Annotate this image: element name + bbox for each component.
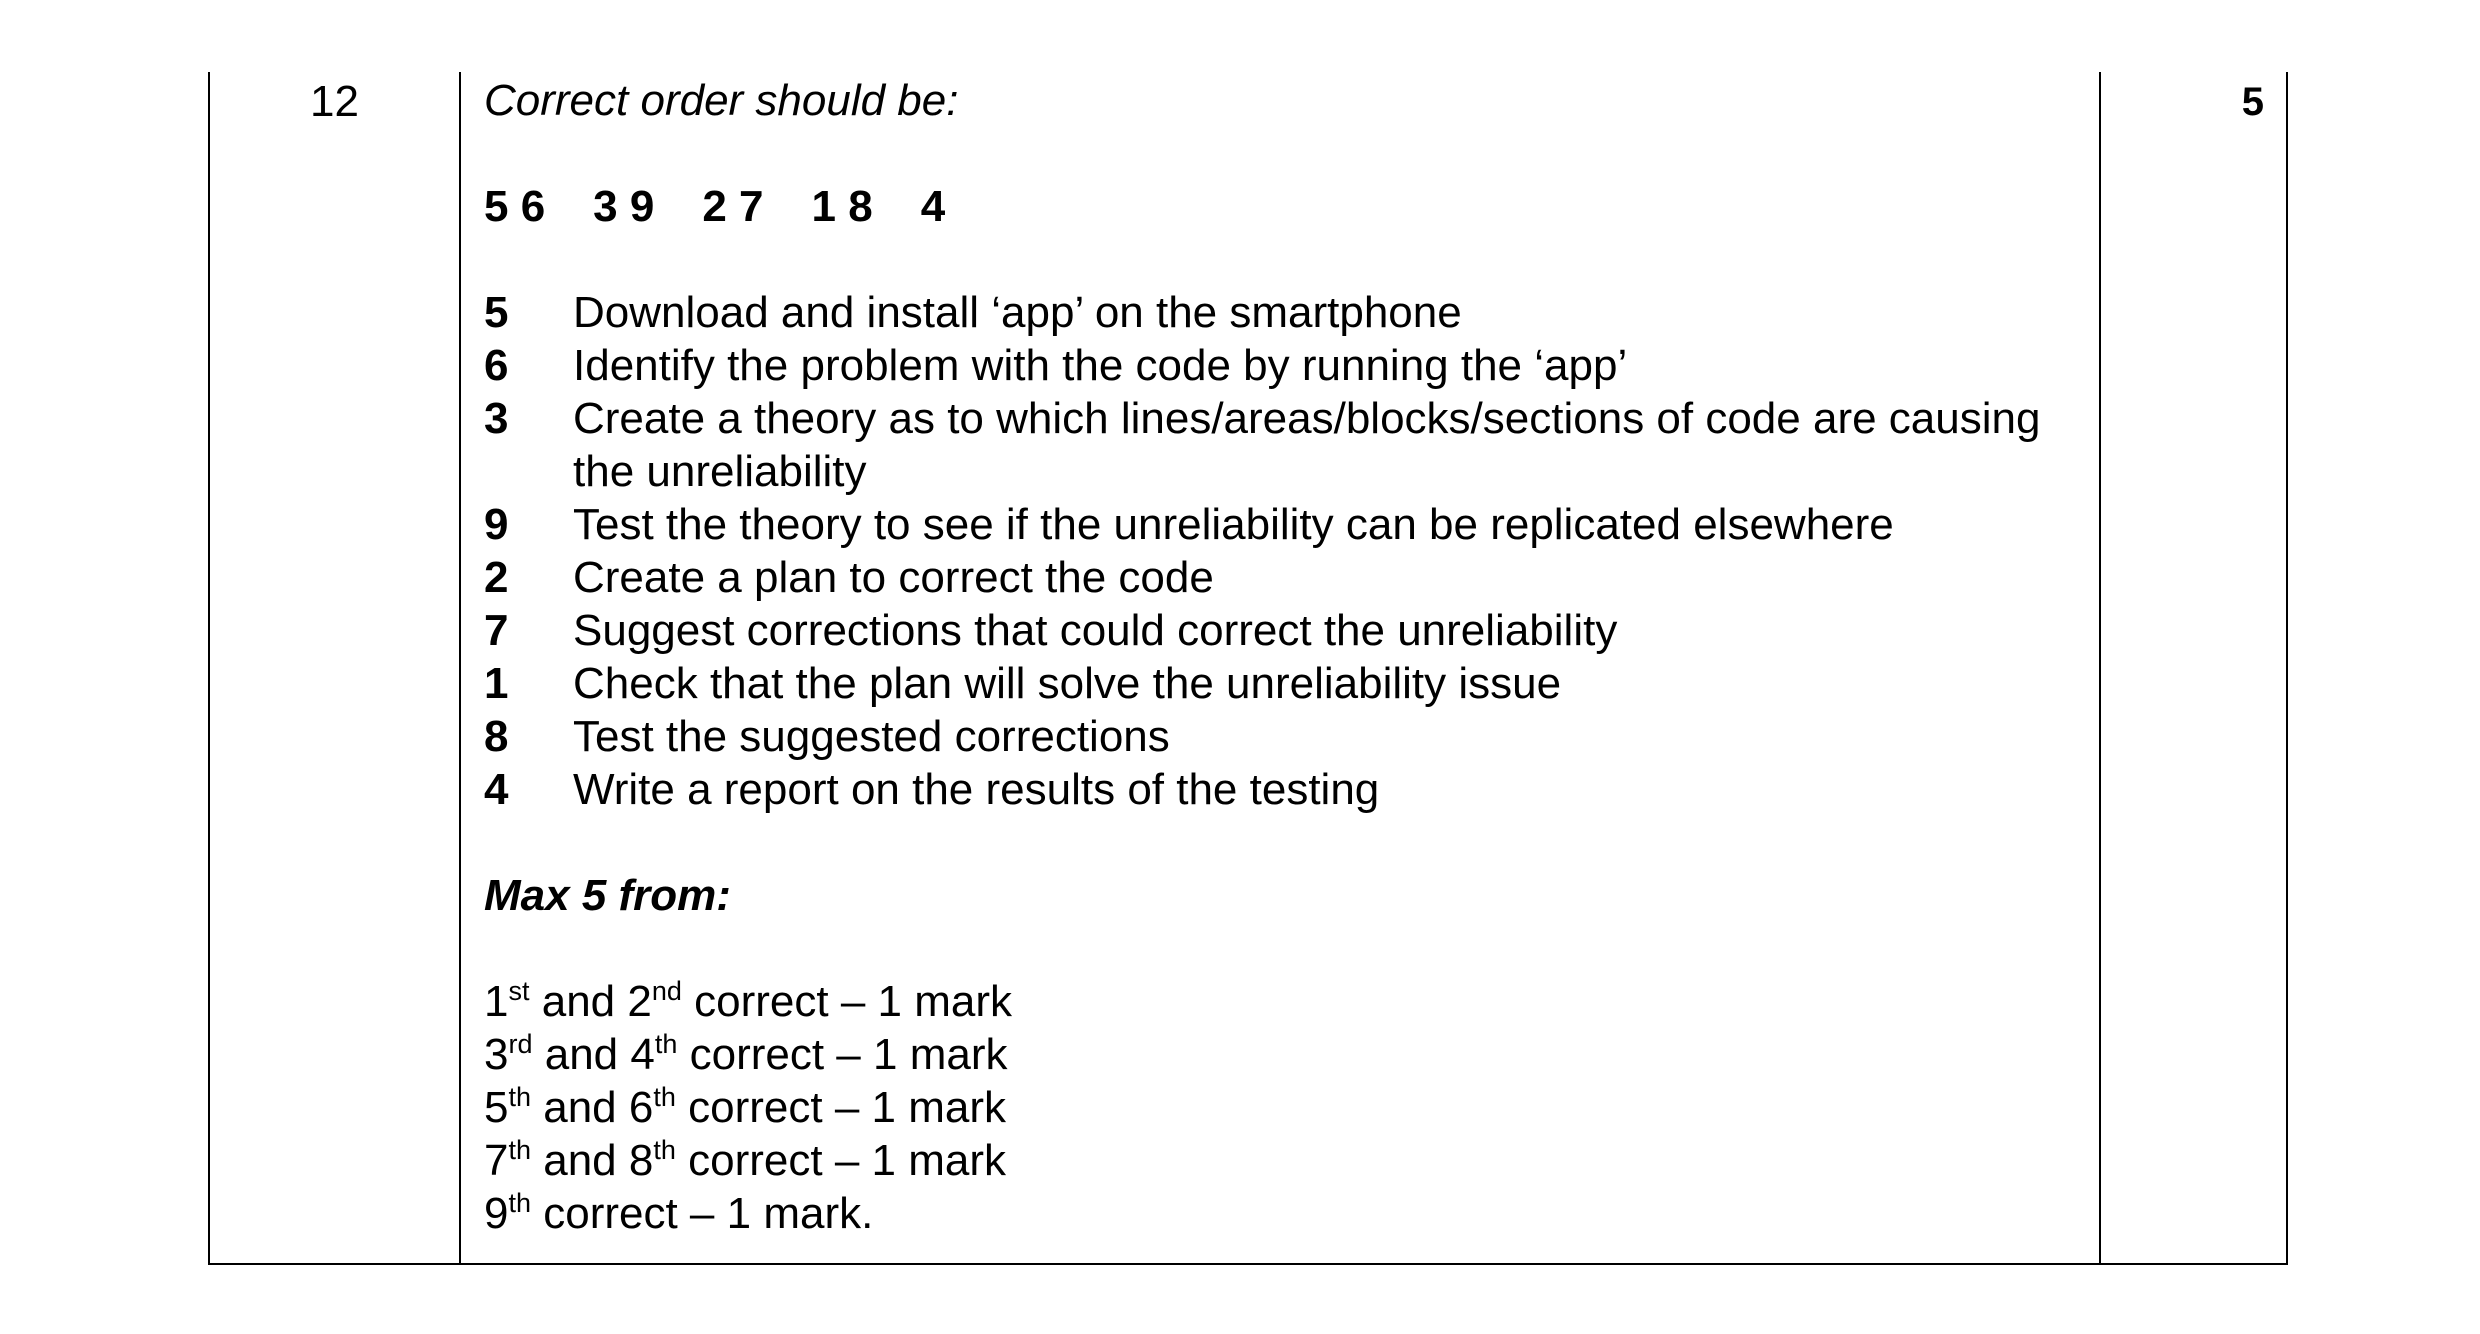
criterion-line <box>484 975 2064 1028</box>
ordinal-suffix: nd <box>651 976 682 1006</box>
question-number: 12 <box>310 77 359 126</box>
ordinal-suffix: rd <box>508 1029 533 1059</box>
step-number: 6 <box>484 341 509 390</box>
ordinal-number: 6 <box>628 1083 654 1132</box>
ordinal-number: 1 <box>484 977 509 1026</box>
criterion-line <box>484 1134 2064 1187</box>
step-text: Test the suggested corrections <box>573 712 1170 761</box>
criterion-conjunction: and <box>532 1030 631 1079</box>
marking-criteria <box>484 975 2064 1240</box>
criterion-tail: correct – 1 mark <box>675 1083 1006 1132</box>
max-marks-heading: Max 5 from: <box>484 871 731 920</box>
ordinal-number: 9 <box>484 1189 509 1238</box>
step-item <box>484 763 2064 816</box>
criterion-conjunction: and <box>529 977 628 1026</box>
column-divider-left <box>459 72 461 1263</box>
step-item <box>484 710 2064 763</box>
answer-cell <box>484 72 2064 1240</box>
criterion-tail: correct – 1 mark. <box>531 1189 874 1238</box>
criterion-conjunction: and <box>531 1083 629 1132</box>
step-number: 3 <box>484 394 509 443</box>
ordinal-suffix: th <box>653 1082 676 1112</box>
step-number: 9 <box>484 500 509 549</box>
step-number: 4 <box>484 765 509 814</box>
criterion-tail: correct – 1 mark <box>677 1030 1008 1079</box>
ordinal-number: 5 <box>484 1083 509 1132</box>
step-text: Download and install ‘app’ on the smartphone <box>573 288 1462 337</box>
order-group: 3 9 <box>593 182 655 231</box>
steps-list <box>484 286 2064 816</box>
step-number: 5 <box>484 288 509 337</box>
correct-order-sequence <box>484 180 2064 233</box>
step-number: 2 <box>484 553 509 602</box>
column-divider-right <box>2099 72 2101 1263</box>
ordinal-suffix: st <box>508 976 530 1006</box>
step-item <box>484 339 2064 392</box>
order-group: 1 8 <box>811 182 873 231</box>
criterion-tail: correct – 1 mark <box>675 1136 1006 1185</box>
step-item <box>484 392 2064 498</box>
ordinal-suffix: th <box>508 1082 532 1112</box>
answer-intro: Correct order should be: <box>484 76 959 125</box>
marks-available: 5 <box>2241 80 2264 124</box>
criterion-tail: correct – 1 mark <box>681 977 1012 1026</box>
ordinal-number: 3 <box>484 1030 509 1079</box>
step-text: Identify the problem with the code by running the ‘app’ <box>573 341 1628 390</box>
ordinal-number: 8 <box>628 1136 654 1185</box>
step-item <box>484 286 2064 339</box>
step-text: Suggest corrections that could correct the unreliability <box>573 606 1618 655</box>
order-group: 5 6 <box>484 182 546 231</box>
step-text: Create a theory as to which lines/areas/blocks/sections of code are causing the unreliability <box>573 394 2041 496</box>
criterion-line <box>484 1028 2064 1081</box>
ordinal-suffix: th <box>508 1135 532 1165</box>
step-number: 7 <box>484 606 509 655</box>
step-text: Check that the plan will solve the unreliability issue <box>573 659 1562 708</box>
criterion-line <box>484 1187 2064 1240</box>
ordinal-number: 4 <box>630 1030 655 1079</box>
mark-scheme-table <box>208 72 2288 1265</box>
ordinal-number: 7 <box>484 1136 509 1185</box>
ordinal-suffix: th <box>508 1188 532 1218</box>
step-number: 1 <box>484 659 509 708</box>
ordinal-suffix: th <box>654 1029 678 1059</box>
ordinal-suffix: th <box>653 1135 676 1165</box>
step-text: Create a plan to correct the code <box>573 553 1214 602</box>
step-item <box>484 551 2064 604</box>
step-item <box>484 604 2064 657</box>
step-number: 8 <box>484 712 509 761</box>
step-item <box>484 498 2064 551</box>
step-item <box>484 657 2064 710</box>
step-text: Write a report on the results of the testing <box>573 765 1380 814</box>
ordinal-number: 2 <box>627 977 652 1026</box>
step-text: Test the theory to see if the unreliability can be replicated elsewhere <box>573 500 1894 549</box>
order-group: 2 7 <box>702 182 764 231</box>
criterion-conjunction: and <box>531 1136 629 1185</box>
order-group: 4 <box>920 182 946 231</box>
criterion-line <box>484 1081 2064 1134</box>
